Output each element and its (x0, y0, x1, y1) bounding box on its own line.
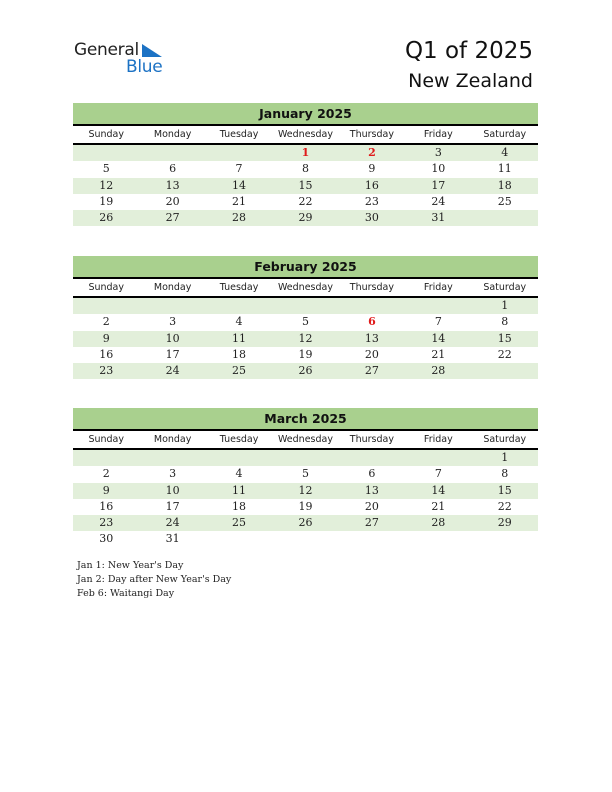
weekday-label: Thursday (349, 434, 394, 445)
day-cell (73, 145, 139, 161)
holiday-note: Jan 1: New Year's Day (77, 560, 184, 571)
day-cell (73, 450, 139, 466)
day-cell: 24 (431, 194, 446, 208)
day-cell: 18 (232, 347, 247, 361)
day-cell: 25 (232, 516, 247, 530)
day-cell (405, 298, 471, 314)
day-cell (405, 450, 471, 466)
day-cell (472, 531, 538, 547)
month-calendar (73, 408, 538, 548)
weekday-label: Wednesday (277, 434, 333, 445)
week-row (73, 178, 538, 194)
day-cell (405, 531, 471, 547)
day-cell: 30 (99, 532, 114, 546)
logo-triangle-icon (142, 44, 162, 57)
day-cell: 15 (497, 331, 512, 345)
day-cell (339, 531, 405, 547)
day-cell: 20 (364, 347, 379, 361)
holiday-note: Feb 6: Waitangi Day (77, 588, 175, 599)
day-cell: 11 (497, 162, 512, 176)
day-cell: 4 (235, 315, 243, 329)
day-cell (139, 145, 205, 161)
day-cell: 14 (431, 331, 446, 345)
day-cell: 27 (364, 364, 379, 378)
day-cell: 19 (298, 347, 313, 361)
weekday-label: Tuesday (219, 129, 259, 140)
logo-word-blue: Blue (126, 57, 163, 77)
week-row (73, 515, 538, 531)
weekday-label: Thursday (349, 129, 394, 140)
logo-word-general: General (74, 40, 139, 60)
day-cell: 2 (102, 315, 110, 329)
month-title: March 2025 (73, 408, 538, 431)
day-cell: 16 (364, 178, 379, 192)
day-cell: 8 (501, 315, 509, 329)
day-cell: 29 (298, 211, 313, 225)
day-cell (272, 531, 338, 547)
day-cell: 13 (364, 331, 379, 345)
day-cell: 4 (235, 467, 243, 481)
weekday-label: Wednesday (277, 282, 333, 293)
day-cell: 12 (99, 178, 114, 192)
day-cell (339, 450, 405, 466)
day-cell: 5 (301, 315, 309, 329)
weekday-label: Thursday (349, 282, 394, 293)
day-cell: 9 (102, 483, 110, 497)
weekday-header-row (73, 279, 538, 298)
day-cell: 12 (298, 483, 313, 497)
day-cell (206, 145, 272, 161)
country-subtitle: New Zealand (408, 70, 533, 92)
day-cell (73, 298, 139, 314)
day-cell: 16 (99, 347, 114, 361)
day-cell: 6 (368, 315, 376, 329)
day-cell: 29 (497, 516, 512, 530)
day-cell: 16 (99, 499, 114, 513)
day-cell: 24 (165, 516, 180, 530)
day-cell: 15 (497, 483, 512, 497)
weekday-label: Sunday (88, 129, 124, 140)
day-cell: 21 (431, 499, 446, 513)
day-cell: 26 (99, 211, 114, 225)
generalblue-logo (74, 40, 174, 80)
holiday-notes (77, 559, 231, 601)
weekday-label: Friday (423, 434, 453, 445)
weekday-label: Tuesday (219, 282, 259, 293)
weekday-label: Sunday (88, 434, 124, 445)
day-cell: 23 (99, 516, 114, 530)
week-row (73, 298, 538, 314)
day-cell (206, 298, 272, 314)
month-calendar (73, 256, 538, 379)
day-cell: 7 (235, 162, 243, 176)
day-cell (272, 450, 338, 466)
day-cell: 13 (364, 483, 379, 497)
weekday-label: Friday (423, 282, 453, 293)
day-cell: 26 (298, 516, 313, 530)
day-cell: 25 (497, 194, 512, 208)
day-cell: 2 (368, 146, 376, 159)
day-cell: 27 (165, 211, 180, 225)
day-cell: 10 (165, 331, 180, 345)
weekday-label: Saturday (483, 129, 527, 140)
day-cell: 3 (169, 315, 177, 329)
day-cell: 1 (301, 146, 310, 159)
day-cell: 5 (301, 467, 309, 481)
week-row (73, 483, 538, 499)
week-row (73, 363, 538, 379)
week-row (73, 450, 538, 466)
day-cell (139, 450, 205, 466)
day-cell: 11 (232, 331, 247, 345)
day-cell: 1 (501, 451, 509, 464)
day-cell: 31 (165, 532, 180, 546)
day-cell: 23 (364, 194, 379, 208)
day-cell: 28 (431, 364, 446, 378)
day-cell: 17 (165, 499, 180, 513)
day-cell: 15 (298, 178, 313, 192)
weekday-label: Wednesday (277, 129, 333, 140)
day-cell: 24 (165, 364, 180, 378)
day-cell (139, 298, 205, 314)
day-cell: 3 (434, 146, 442, 159)
week-row (73, 161, 538, 177)
day-cell: 22 (298, 194, 313, 208)
weekday-label: Monday (153, 282, 192, 293)
weekday-label: Monday (153, 434, 192, 445)
day-cell: 14 (431, 483, 446, 497)
day-cell: 25 (232, 364, 247, 378)
day-cell: 11 (232, 483, 247, 497)
day-cell: 1 (501, 299, 509, 312)
day-cell: 21 (431, 347, 446, 361)
day-cell: 6 (368, 467, 376, 481)
day-cell: 30 (364, 211, 379, 225)
day-cell: 19 (99, 194, 114, 208)
month-calendar (73, 103, 538, 226)
day-cell: 3 (169, 467, 177, 481)
day-cell: 7 (434, 467, 442, 481)
day-cell: 9 (368, 162, 376, 176)
day-cell: 10 (431, 162, 446, 176)
holiday-note: Jan 2: Day after New Year's Day (77, 574, 232, 585)
weekday-label: Saturday (483, 282, 527, 293)
day-cell (272, 298, 338, 314)
weekday-label: Monday (153, 129, 192, 140)
day-cell: 18 (232, 499, 247, 513)
day-cell (206, 450, 272, 466)
day-cell: 21 (232, 194, 247, 208)
week-row (73, 531, 538, 547)
day-cell: 19 (298, 499, 313, 513)
week-row (73, 314, 538, 330)
day-cell: 8 (501, 467, 509, 481)
week-row (73, 466, 538, 482)
day-cell: 22 (497, 499, 512, 513)
day-cell: 20 (364, 499, 379, 513)
weekday-label: Sunday (88, 282, 124, 293)
weekday-header-row (73, 126, 538, 145)
day-cell: 26 (298, 364, 313, 378)
day-cell: 6 (169, 162, 177, 176)
page-title: Q1 of 2025 (404, 38, 533, 64)
weekday-label: Saturday (483, 434, 527, 445)
day-cell (206, 531, 272, 547)
day-cell: 9 (102, 331, 110, 345)
weekday-label: Tuesday (219, 434, 259, 445)
week-row (73, 194, 538, 210)
day-cell (339, 298, 405, 314)
day-cell: 27 (364, 516, 379, 530)
day-cell: 31 (431, 211, 446, 225)
day-cell: 17 (165, 347, 180, 361)
month-title: January 2025 (73, 103, 538, 126)
week-row (73, 210, 538, 226)
day-cell (472, 210, 538, 226)
day-cell: 2 (102, 467, 110, 481)
day-cell: 23 (99, 364, 114, 378)
day-cell: 10 (165, 483, 180, 497)
day-cell: 4 (501, 146, 509, 159)
week-row (73, 499, 538, 515)
day-cell: 13 (165, 178, 180, 192)
day-cell: 20 (165, 194, 180, 208)
day-cell: 8 (301, 162, 309, 176)
day-cell: 17 (431, 178, 446, 192)
day-cell: 18 (497, 178, 512, 192)
month-title: February 2025 (73, 256, 538, 279)
week-row (73, 145, 538, 161)
day-cell: 7 (434, 315, 442, 329)
day-cell: 28 (232, 211, 247, 225)
day-cell (472, 363, 538, 379)
week-row (73, 331, 538, 347)
day-cell: 28 (431, 516, 446, 530)
weekday-label: Friday (423, 129, 453, 140)
day-cell: 12 (298, 331, 313, 345)
day-cell: 14 (232, 178, 247, 192)
week-row (73, 347, 538, 363)
day-cell: 22 (497, 347, 512, 361)
weekday-header-row (73, 431, 538, 450)
day-cell: 5 (102, 162, 110, 176)
